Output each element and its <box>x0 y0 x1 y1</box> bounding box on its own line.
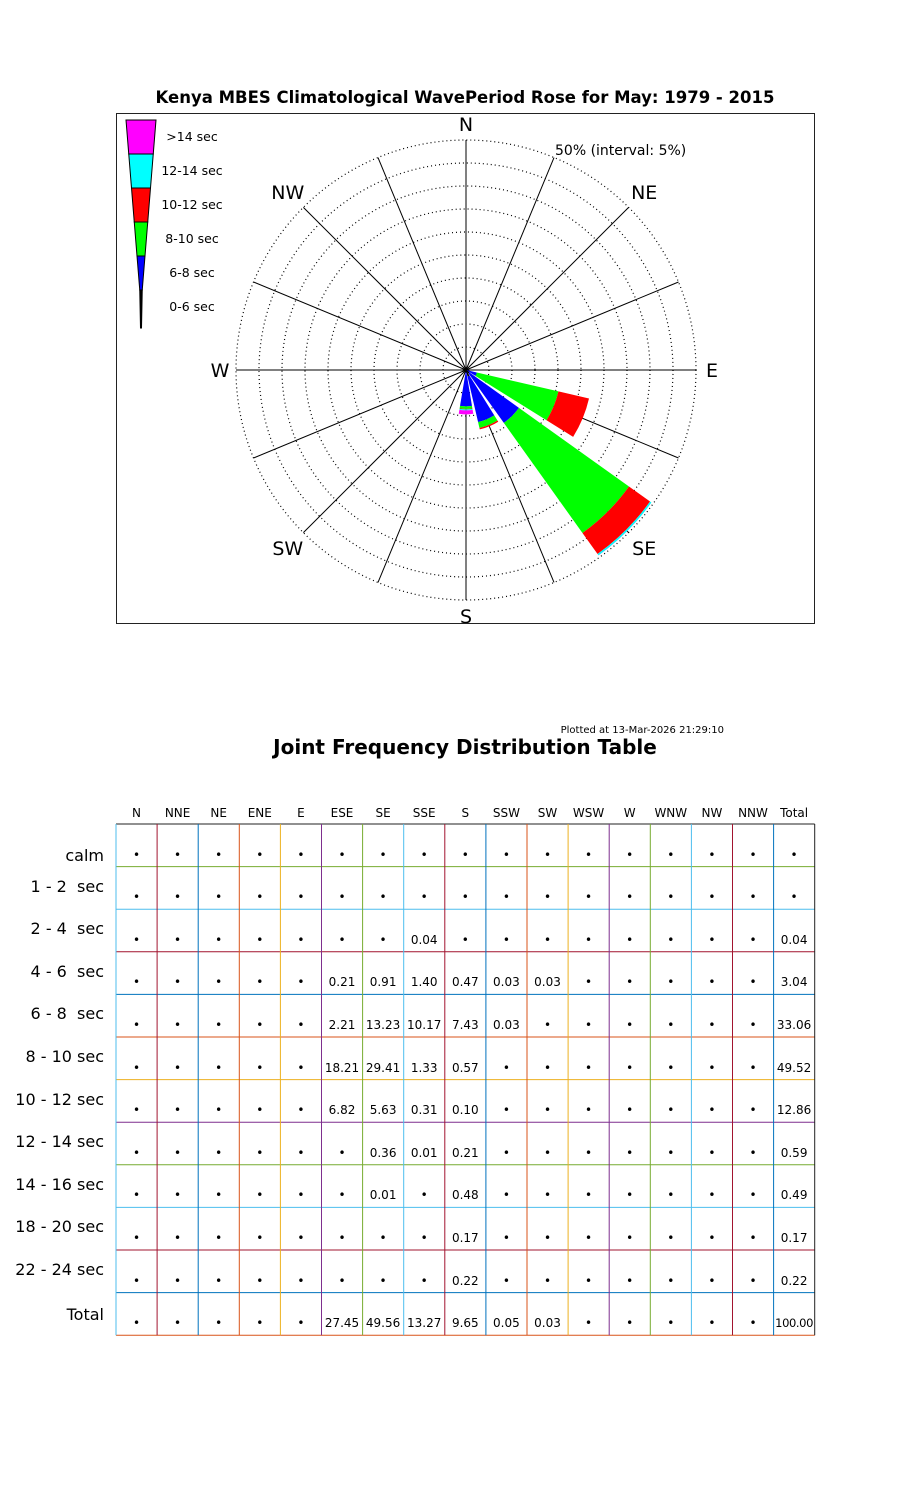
table-cell: 0.04 <box>780 932 808 947</box>
table-cell: • <box>297 1060 305 1075</box>
table-cell: • <box>667 890 675 905</box>
table-cell: • <box>749 932 757 947</box>
table-cell: • <box>502 1273 510 1288</box>
table-cell: • <box>502 847 510 862</box>
table-cell: 0.01 <box>410 1145 438 1160</box>
table-cell: • <box>667 932 675 947</box>
table-cell: • <box>256 1316 264 1331</box>
column-header-n: N <box>132 806 141 820</box>
table-cell: • <box>215 1018 223 1032</box>
table-cell: 0.10 <box>451 1103 479 1118</box>
table-cell: • <box>174 1231 182 1245</box>
table-cell: • <box>585 932 593 947</box>
table-cell: • <box>132 1316 141 1331</box>
table-cell: • <box>667 1188 675 1203</box>
table-cell: • <box>708 1316 716 1331</box>
table-cell: • <box>543 1273 552 1288</box>
compass-label-E: E <box>705 360 719 382</box>
table-cell: • <box>174 932 182 947</box>
table-cell: • <box>585 1145 593 1160</box>
table-cell: 0.48 <box>451 1188 479 1203</box>
table-cell: • <box>297 1231 305 1245</box>
table-cell: • <box>338 890 346 905</box>
table-cell: • <box>420 890 428 905</box>
table-cell: • <box>790 847 798 862</box>
table-cell: • <box>667 1018 675 1032</box>
table-cell: • <box>256 1188 264 1203</box>
table-cell: • <box>626 1145 634 1160</box>
column-header-se: SE <box>375 806 391 820</box>
column-header-total: Total <box>780 806 809 820</box>
table-cell: • <box>667 975 675 990</box>
table-cell: • <box>132 1188 141 1203</box>
compass-label-NW: NW <box>271 181 305 204</box>
table-cell: • <box>543 1145 552 1160</box>
table-cell: 0.22 <box>780 1273 808 1288</box>
table-cell: • <box>215 1188 223 1203</box>
table-cell: • <box>667 1103 675 1118</box>
table-cell: • <box>708 1103 716 1118</box>
table-cell: 0.01 <box>369 1188 397 1203</box>
table-cell: 0.21 <box>451 1145 479 1160</box>
table-cell: • <box>749 890 757 905</box>
table-cell: • <box>626 847 634 862</box>
table-cell: 0.04 <box>410 932 438 947</box>
table-cell: 27.45 <box>324 1316 360 1331</box>
table-cell: • <box>256 890 264 905</box>
table-cell: • <box>297 975 305 990</box>
table-cell: • <box>338 1231 346 1245</box>
table-cell: • <box>502 1103 510 1118</box>
table-cell: • <box>132 1273 141 1288</box>
table-cell: • <box>132 932 141 947</box>
table-cell: 49.56 <box>365 1316 401 1331</box>
table-cell: • <box>256 1145 264 1160</box>
table-cell: • <box>297 1188 305 1203</box>
table-cell: 49.52 <box>776 1060 812 1075</box>
table-cell: 0.03 <box>493 975 520 990</box>
plotted-timestamp: Plotted at 13-Mar-2026 21:29:10 <box>560 725 724 736</box>
table-cell: • <box>132 1103 141 1118</box>
table-cell: 13.27 <box>407 1316 442 1331</box>
table-cell: • <box>132 975 141 990</box>
table-cell: • <box>132 890 141 905</box>
table-cell: • <box>297 1103 305 1118</box>
table-cell: 100.00 <box>775 1316 814 1331</box>
table-cell: 0.47 <box>451 975 479 990</box>
table-cell: • <box>749 1316 757 1331</box>
table-cell: • <box>338 1273 346 1288</box>
table-cell: 2.21 <box>328 1018 356 1032</box>
table-cell: 0.05 <box>493 1316 520 1331</box>
table-cell: • <box>502 1231 510 1245</box>
table-cell: • <box>174 847 182 862</box>
table-cell: • <box>174 1060 182 1075</box>
table-cell: • <box>256 932 264 947</box>
legend-label: >14 sec <box>166 129 218 144</box>
table-cell: • <box>215 1103 223 1118</box>
table-cell: 0.17 <box>451 1231 479 1245</box>
column-header-s: S <box>461 806 470 820</box>
table-cell: • <box>379 847 387 862</box>
table-cell: • <box>174 1273 182 1288</box>
row-header: 4 - 6 sec <box>30 961 104 981</box>
table-cell: • <box>297 1018 305 1032</box>
table-cell: • <box>749 1103 757 1118</box>
column-header-ene: ENE <box>247 806 272 820</box>
table-cell: 0.59 <box>780 1145 808 1160</box>
row-header: 2 - 4 sec <box>30 919 104 939</box>
table-cell: 0.31 <box>410 1103 438 1118</box>
table-cell: • <box>174 890 182 905</box>
table-cell: • <box>174 1103 182 1118</box>
row-header: 22 - 24 sec <box>15 1260 104 1279</box>
table-cell: 0.49 <box>780 1188 808 1203</box>
table-cell: • <box>749 1018 757 1032</box>
scale-label: 50% (interval: 5%) <box>555 143 687 159</box>
table-cell: • <box>708 1145 716 1160</box>
table-cell: • <box>585 1188 593 1203</box>
table-cell: • <box>543 847 552 862</box>
table-cell: • <box>215 847 223 862</box>
table-cell: • <box>626 1060 634 1075</box>
table-cell: 0.17 <box>780 1231 808 1245</box>
table-cell: • <box>338 1188 346 1203</box>
legend-label: 8-10 sec <box>165 231 219 246</box>
legend-label: 0-6 sec <box>169 299 215 314</box>
table-cell: 12.86 <box>776 1103 812 1118</box>
table-cell: • <box>297 932 305 947</box>
table-cell: 1.33 <box>410 1060 438 1075</box>
table-cell: • <box>708 1060 716 1075</box>
table-cell: • <box>626 1316 634 1331</box>
table-cell: 18.21 <box>324 1060 360 1075</box>
table-cell: 0.91 <box>369 975 397 990</box>
table-cell: • <box>174 1018 182 1032</box>
table-cell: 6.82 <box>328 1103 356 1118</box>
table-cell: • <box>667 1273 675 1288</box>
table-cell: • <box>256 975 264 990</box>
row-header: 18 - 20 sec <box>15 1217 104 1237</box>
column-header-nne: NNE <box>164 806 191 820</box>
column-header-wsw: WSW <box>572 806 605 820</box>
row-header: 12 - 14 sec <box>15 1132 104 1152</box>
row-header: 8 - 10 sec <box>25 1047 104 1066</box>
table-cell: 0.03 <box>534 975 561 990</box>
table-cell: • <box>543 1231 552 1245</box>
table-cell: • <box>585 1273 593 1288</box>
table-cell: • <box>174 1145 182 1160</box>
table-cell: • <box>708 975 716 990</box>
column-header-ese: ESE <box>330 806 354 820</box>
table-cell: • <box>461 932 469 947</box>
table-cell: • <box>543 1188 552 1203</box>
table-cell: • <box>502 932 510 947</box>
row-header: 1 - 2 sec <box>30 876 104 896</box>
table-cell: • <box>626 932 634 947</box>
table-cell: 3.04 <box>780 975 808 990</box>
table-cell: • <box>215 975 223 990</box>
table-title: Joint Frequency Distribution Table <box>273 735 657 759</box>
table-cell: • <box>749 1188 757 1203</box>
column-header-ne: NE <box>210 806 227 820</box>
table-cell: 33.06 <box>776 1018 812 1032</box>
table-cell: • <box>502 1060 510 1075</box>
column-header-e: E <box>297 806 305 820</box>
table-cell: • <box>749 975 757 990</box>
table-cell: • <box>667 1316 675 1331</box>
compass-label-SW: SW <box>272 538 304 561</box>
table-cell: • <box>174 1316 182 1331</box>
table-cell: • <box>749 1145 757 1160</box>
row-header: 6 - 8 sec <box>30 1004 104 1024</box>
table-cell: • <box>297 1316 305 1331</box>
table-cell: • <box>667 1060 675 1075</box>
table-cell: • <box>132 1060 141 1075</box>
table-cell: 0.03 <box>534 1316 561 1331</box>
table-cell: • <box>297 1273 305 1288</box>
legend-label: 6-8 sec <box>169 265 215 280</box>
table-cell: • <box>585 1060 593 1075</box>
table-cell: 5.63 <box>369 1103 397 1118</box>
table-cell: • <box>626 890 634 905</box>
table-cell: • <box>543 1018 552 1032</box>
compass-label-W: W <box>210 360 230 382</box>
row-header: 10 - 12 sec <box>15 1089 104 1109</box>
table-cell: 0.22 <box>451 1273 479 1288</box>
table-cell: • <box>585 890 593 905</box>
row-header: 14 - 16 sec <box>15 1174 104 1194</box>
table-cell: 0.21 <box>328 975 356 990</box>
table-cell: • <box>379 1273 387 1288</box>
table-cell: • <box>297 1145 305 1160</box>
table-cell: 7.43 <box>451 1018 479 1032</box>
column-header-nnw: NNW <box>738 806 768 820</box>
table-cell: • <box>585 1231 593 1245</box>
compass-label-SE: SE <box>632 538 657 561</box>
table-cell: • <box>667 1145 675 1160</box>
table-cell: 29.41 <box>365 1060 401 1075</box>
table-cell: • <box>502 890 510 905</box>
table-cell: • <box>543 1060 552 1075</box>
table-cell: • <box>338 932 346 947</box>
table-cell: • <box>749 1060 757 1075</box>
table-cell: • <box>626 1188 634 1203</box>
table-cell: • <box>626 975 634 990</box>
table-cell: 10.17 <box>407 1018 442 1032</box>
table-cell: • <box>626 1231 634 1245</box>
table-cell: • <box>215 1060 223 1075</box>
table-cell: • <box>585 975 593 990</box>
table-cell: • <box>543 932 552 947</box>
table-cell: • <box>749 1231 757 1245</box>
table-cell: • <box>749 1273 757 1288</box>
table-cell: • <box>708 1273 716 1288</box>
column-header-wnw: WNW <box>654 806 688 820</box>
table-cell: • <box>215 1231 223 1245</box>
legend-label: 12-14 sec <box>161 163 223 178</box>
table-cell: 0.03 <box>493 1018 520 1032</box>
table-cell: 1.40 <box>410 975 438 990</box>
table-cell: 0.36 <box>369 1145 397 1160</box>
rose-title: Kenya MBES Climatological WavePeriod Rose for May: 1979 - 2015 <box>155 88 775 107</box>
compass-label-NE: NE <box>631 181 658 204</box>
table-cell: • <box>626 1273 634 1288</box>
table-cell: • <box>379 1231 387 1245</box>
table-cell: • <box>379 890 387 905</box>
table-cell: • <box>215 1145 223 1160</box>
table-cell: • <box>749 847 757 862</box>
table-cell: • <box>585 1018 593 1032</box>
table-cell: • <box>790 890 798 905</box>
column-header-nw: NW <box>701 806 723 820</box>
table-cell: • <box>174 1188 182 1203</box>
table-cell: • <box>338 847 346 862</box>
row-header: Total <box>66 1304 104 1324</box>
compass-label-N: N <box>458 114 474 136</box>
table-cell: • <box>585 847 593 862</box>
table-cell: • <box>256 1060 264 1075</box>
legend-label: 10-12 sec <box>161 197 223 212</box>
table-cell: • <box>502 1188 510 1203</box>
table-cell: • <box>461 847 469 862</box>
table-cell: • <box>256 1231 264 1245</box>
table-cell: • <box>132 847 141 862</box>
table-cell: • <box>338 1145 346 1160</box>
table-cell: • <box>256 847 264 862</box>
table-cell: • <box>708 1018 716 1032</box>
column-header-w: W <box>623 806 636 820</box>
table-cell: 13.23 <box>365 1018 401 1032</box>
table-cell: • <box>256 1103 264 1118</box>
table-cell: • <box>256 1273 264 1288</box>
row-header: calm <box>65 846 104 865</box>
table-cell: • <box>215 890 223 905</box>
table-cell: • <box>132 1231 141 1245</box>
table-cell: • <box>256 1018 264 1032</box>
table-cell: • <box>461 890 469 905</box>
table-cell: • <box>420 847 428 862</box>
table-cell: • <box>585 1316 593 1331</box>
compass-label-S: S <box>459 606 473 623</box>
table-cell: • <box>420 1231 428 1245</box>
table-cell: • <box>667 1231 675 1245</box>
table-cell: 0.57 <box>451 1060 479 1075</box>
table-cell: • <box>379 932 387 947</box>
table-cell: • <box>215 1316 223 1331</box>
table-cell: • <box>297 847 305 862</box>
table-cell: • <box>420 1188 428 1203</box>
table-cell: • <box>543 890 552 905</box>
table-cell: • <box>215 1273 223 1288</box>
table-cell: • <box>626 1018 634 1032</box>
table-cell: • <box>626 1103 634 1118</box>
table-cell: • <box>708 1231 716 1245</box>
table-cell: • <box>585 1103 593 1118</box>
table-cell: • <box>708 847 716 862</box>
table-cell: • <box>420 1273 428 1288</box>
table-cell: • <box>543 1103 552 1118</box>
column-header-ssw: SSW <box>492 806 520 820</box>
table-cell: • <box>667 847 675 862</box>
column-header-sse: SSE <box>412 806 436 820</box>
column-header-sw: SW <box>537 806 558 820</box>
table-cell: • <box>297 890 305 905</box>
table-cell: • <box>174 975 182 990</box>
table-cell: • <box>708 890 716 905</box>
table-cell: 9.65 <box>451 1316 479 1331</box>
table-cell: • <box>502 1145 510 1160</box>
table-cell: • <box>708 932 716 947</box>
table-cell: • <box>132 1018 141 1032</box>
table-cell: • <box>215 932 223 947</box>
table-cell: • <box>708 1188 716 1203</box>
table-cell: • <box>132 1145 141 1160</box>
